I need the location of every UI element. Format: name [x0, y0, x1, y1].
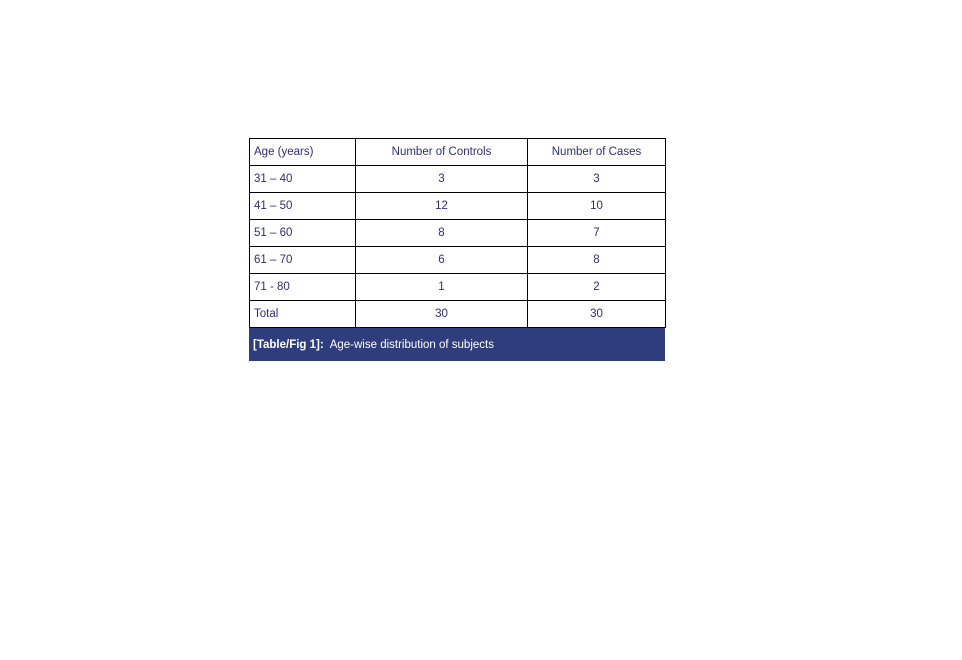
cell-controls: 8	[356, 220, 528, 247]
cell-controls: 1	[356, 274, 528, 301]
table-caption	[249, 328, 665, 361]
table-header-row	[250, 139, 666, 166]
table-row-total	[250, 301, 666, 328]
cell-cases: 8	[528, 247, 666, 274]
cell-age: 41 – 50	[250, 193, 356, 220]
column-header-controls: Number of Controls	[356, 139, 528, 166]
cell-controls: 6	[356, 247, 528, 274]
cell-age: 31 – 40	[250, 166, 356, 193]
cell-cases: 10	[528, 193, 666, 220]
cell-age: Total	[250, 301, 356, 328]
table-caption-tag: [Table/Fig 1]:	[253, 338, 324, 351]
table-header	[250, 139, 666, 166]
table-body	[250, 166, 666, 328]
table-row	[250, 220, 666, 247]
cell-controls: 30	[356, 301, 528, 328]
table-figure	[249, 138, 665, 361]
table-caption-text: Age-wise distribution of subjects	[329, 338, 494, 351]
table-row	[250, 193, 666, 220]
cell-cases: 2	[528, 274, 666, 301]
cell-cases: 30	[528, 301, 666, 328]
cell-cases: 7	[528, 220, 666, 247]
cell-cases: 3	[528, 166, 666, 193]
column-header-cases: Number of Cases	[528, 139, 666, 166]
column-header-age: Age (years)	[250, 139, 356, 166]
age-distribution-table	[249, 138, 666, 328]
cell-age: 71 - 80	[250, 274, 356, 301]
cell-age: 51 – 60	[250, 220, 356, 247]
cell-controls: 3	[356, 166, 528, 193]
table-row	[250, 274, 666, 301]
cell-age: 61 – 70	[250, 247, 356, 274]
cell-controls: 12	[356, 193, 528, 220]
table-row	[250, 166, 666, 193]
table-row	[250, 247, 666, 274]
